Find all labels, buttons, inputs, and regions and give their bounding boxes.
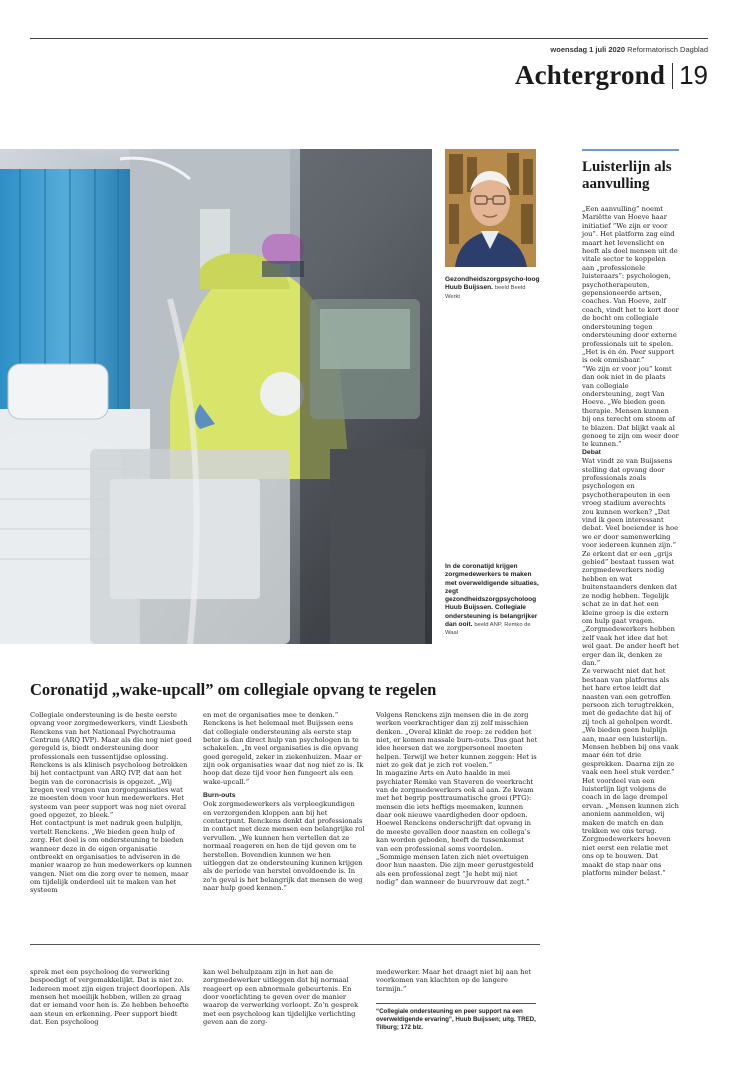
article-paragraph: en met de organisaties mee te denken.” xyxy=(203,711,339,719)
page-number: 19 xyxy=(679,60,708,90)
issue-date: woensdag 1 juli 2020 xyxy=(550,45,626,54)
booknote-rule xyxy=(376,1003,536,1004)
article-column-1 xyxy=(30,711,192,895)
article-column-2 xyxy=(203,711,365,892)
article-paragraph: Ook zorgmedewerkers als verpleegkundigen en verzorgenden kloppen aan bij het contactpunt. Renckens denkt dat professionals in contact met deze mensen een belangrijke rol vervullen. „We kunnen hen vertellen dat ze normaal reageren en hen de tijd geven om te herstellen. Bovendien kunnen we hen uitleggen dat ze ondersteuning kunnen krijgen als de periode van herstel onvoldoende is. In zo’n geval is het belangrijk dat mensen de weg naar hulp goed kennen.” xyxy=(203,800,365,892)
dateline xyxy=(550,45,708,54)
sidebar-paragraph: Ze verwacht niet dat het bestaan van platforms als het hare ertoe leidt dat naasten van een getroffen persoon zich terugtrekken, met de gedachte dat hij of zij toch al geholpen wordt. „We bieden geen hulplijn aan, maar een luisterlijn. Mensen hebben bij ons vaak maar één tot drie gesprekken. Daarna zijn ze vaak een heel stuk verder.” xyxy=(582,667,679,777)
article-paragraph: kan wel behulpzaam zijn in het aan de zorgmedewerker uitleggen dat hij normaal reageert op een abnormale gebeurtenis. En door voorlichting te geven over de manier waarop de verwerking verloopt. Zo’n gesprek met een psycholoog kan tijdelijke verlichting geven aan de zorg- xyxy=(203,968,359,1027)
sidebar-subhead: Debat xyxy=(582,448,601,456)
article-paragraph: medewerker. Maar het draagt niet bij aan het voorkomen van klachten op de langere termijn.” xyxy=(376,968,532,993)
article-headline: Coronatijd „wake-upcall” om collegiale opvang te regelen xyxy=(30,680,437,699)
sidebar-title: Luisterlijn als aanvulling xyxy=(582,159,672,192)
main-photo-caption xyxy=(445,563,541,638)
article-column-3 xyxy=(376,711,538,886)
sidebar-body xyxy=(582,205,679,878)
continued-column-2 xyxy=(203,968,365,1026)
main-photo-caption-text: In de coronatijd krijgen zorgmedewerkers te maken met overweldigende situaties, zegt gezondheidszorgpsycholoog Huub Buijssen. Collegiale ondersteuning is belangrijker dan ooit. xyxy=(445,563,539,629)
section-title: Achtergrond xyxy=(514,60,666,90)
book-note: “Collegiale ondersteuning en peer support na een overweldigende ervaring”, Huub Buijssen; uitg. TRED, Tilburg; 172 blz. xyxy=(376,1008,536,1031)
article-paragraph: sprek met een psycholoog de verwerking bespoedigt of vergemakkelijkt. Dat is niet zo. Iedereen moet zijn eigen traject doorlopen. Als mensen het moeilijk hebben, willen ze graag dat er iemand voor hen is. Ze hebben behoefte aan steun en erkenning. Peer support biedt dat. Een psycholoog xyxy=(30,968,190,1027)
sidebar-rule xyxy=(582,149,679,151)
publication-name: Reformatorisch Dagblad xyxy=(627,45,708,54)
article-paragraph: Hoewel Renckens onderschrijft dat opvang in de meeste gevallen door naasten en collega’s kan worden geboden, heeft de tussenkomst van een professional soms voordelen. „Sommige mensen laten zich niet overtuigen door hun naasten. Die zijn meer gerustgesteld als een professional zegt “Je hebt mij niet nodig” dan wanneer de buurvrouw dat zegt.” xyxy=(376,819,534,886)
main-photo-credit: beeld ANP, Remko de Waal xyxy=(445,622,531,637)
article-paragraph: Het contactpunt is met nadruk geen hulplijn, vertelt Renckens. „We bieden geen hulp of zorg. Het doel is om ondersteuning te bieden wanneer deze in de eigen organisatie ontbreekt en organisaties te adviseren in de manier waarop ze hun medewerkers op kunnen vangen. Niet om die zorg over te nemen, maar om tijdelijk onderdeel uit te maken van het systeem xyxy=(30,819,192,895)
sidebar-paragraph: “We zijn er voor jou” komt dan ook niet in de plaats van collegiale ondersteuning, zegt Van Hoeve. „We bieden geen therapie. Mensen kunnen bij ons terecht om stoom af te blazen. Dat blijkt vaak al genoeg te zijn om weer door te kunnen.” xyxy=(582,364,679,449)
article-paragraph: Renckens is als klinisch psycholoog betrokken bij het contactpunt van ARQ IVP, dat aan het begin van de coronacrisis is opgezet. „Wij kregen veel vragen van zorgorganisaties wat ze moesten doen voor hun medewerkers. Het systeem van peer support was nog niet overal goed opgezet, zo bleek.” xyxy=(30,761,188,820)
portrait-caption xyxy=(445,276,541,301)
section-divider xyxy=(672,63,673,89)
sidebar-paragraph: Het voordeel van een luisterlijn ligt volgens de coach in de lage drempel ervan. „Mensen kunnen zich anoniem aanmelden, wij maken de match en dan trekken we ons terug. Zorgmedewerkers hoeven niet eerst een relatie met ons op te bouwen. Dat maakt de stap naar ons platform minder belast.” xyxy=(582,776,679,878)
portrait-credit: beeld Beeld Werkt xyxy=(445,285,526,300)
sidebar-box xyxy=(582,149,679,878)
article-paragraph: In magazine Arts en Auto haalde in mei psychiater Remke van Staveren de veerkracht van de zorgmedewerkers ook al aan. Ze kwam met het begrip posttraumatische groei (PTG): mensen die iets heftigs meemaken, kunnen daar ook nieuwe vaardigheden door opdoen. xyxy=(376,769,534,820)
sidebar-paragraph: „Een aanvulling” noemt Mariëtte van Hoeve haar initiatief “We zijn er voor jou”. Het platform zag eind maart het levenslicht en heeft als doel mensen uit de vitale sector te koppelen aan „professionele luisteraars”: psychologen, psychotherapeuten, gepensioneerde artsen, coaches. Van Hoeve, zelf coach, vindt het te kort door de bocht om collegiale ondersteuning tegen ondersteuning door externe professionals uit te spelen. „Het is én én. Peer support is ook onmisbaar.” xyxy=(582,205,679,365)
main-photo xyxy=(0,149,432,644)
section-header xyxy=(515,60,708,91)
sidebar-paragraph: Wat vindt ze van Buijssens stelling dat opvang door professionals zoals psychologen en psychotherapeuten in een vroeg stadium averechts zou kunnen werken? „Dat vind ik geen interessant debat. Veel boeiender is hoe we er door samenwerking voor iedereen kunnen zijn.” xyxy=(582,457,679,550)
top-rule xyxy=(30,38,708,39)
continued-column-1 xyxy=(30,968,192,1026)
portrait-photo xyxy=(445,149,536,267)
portrait-caption-text: Gezondheidszorgpsycho-loog Huub Buijssen. xyxy=(445,276,540,292)
article-paragraph: Collegiale ondersteuning is de beste eerste opvang voor zorgmedewerkers, vindt Liesbeth Renckens van het Nationaal Psychotrauma Centrum (ARQ IVP). Maar als die nog niet goed geregeld is, biedt ondersteuning door professionals een tussentijdse oplossing. xyxy=(30,711,192,761)
section-rule xyxy=(30,944,540,945)
article-paragraph: Volgens Renckens zijn mensen die in de zorg werken veerkrachtiger dan zij zelf misschien denken. „Overal klinkt de roep: ze redden het niet, er komen massale burn-outs. Dus gaat het idee heersen dat we zorgpersoneel moeten helpen. Terwijl we beter kunnen zeggen: Het is niet zo gek dat je zich rot voelen.” xyxy=(376,711,538,770)
continued-column-3 xyxy=(376,968,538,993)
article-paragraph: Renckens is het helemaal met Buijssen eens dat collegiale ondersteuning als eerste stap beter is dan direct hulp van psychologen in te schakelen. „In veel organisaties is die opvang goed geregeld, zeker in ziekenhuizen. Maar er zijn ook organisaties waar dat nog niet zo is. Ik hoop dat deze tijd voor hen fungeert als een wake-upcall.” xyxy=(203,719,364,786)
sidebar-paragraph: Ze erkent dat er een „grijs gebied” bestaat tussen wat zorgmedewerkers nodig hebben en wat buitenstaanders denken dat ze nodig hebben. Tegelijk schat ze in dat het een kleine groep is die extern om hulp gaat vragen. „Zorgmedewerkers hebben zelf vaak het idee dat het wel gaat. De ander heeft het erger dan ik, denken ze dan.” xyxy=(582,549,679,667)
article-subhead: Burn-outs xyxy=(203,792,236,800)
